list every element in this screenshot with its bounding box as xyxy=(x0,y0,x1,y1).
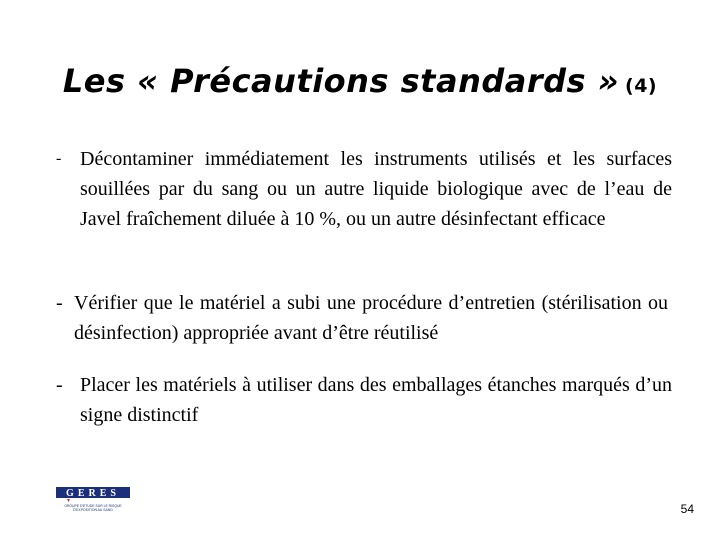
bullet-item-2 xyxy=(56,288,676,348)
bullet-item-1 xyxy=(56,144,676,234)
slide-title-text: Les « Précautions standards » xyxy=(62,62,620,100)
bullet-text: Placer les matériels à utiliser dans des emballages étanches marqués d’un signe distinctif xyxy=(80,374,672,426)
logo-caption-line1: GROUPE D'ETUDE SUR LE RISQUE xyxy=(64,504,122,508)
slide-title-suffix: (4) xyxy=(625,75,658,97)
geres-logo xyxy=(54,485,132,513)
bullet-item-3 xyxy=(56,370,676,430)
page-number: 54 xyxy=(680,502,694,516)
logo-caption-line2: D'EXPOSITION AU SANG xyxy=(73,508,113,512)
bullet-text: Vérifier que le matériel a subi une procédure d’entretien (stérilisation ou désinfection) appropriée avant d’être réutilisé xyxy=(74,292,668,344)
bullet-marker: - xyxy=(56,150,62,167)
logo-mark-icon xyxy=(67,499,70,502)
bullet-marker: - xyxy=(56,374,63,396)
bullet-text: Décontaminer immédiatement les instruments utilisés et les surfaces souillées par du sang ou un autre liquide biologique avec de l’eau de Javel fraîchement diluée à 10 %, ou un autre désinfectant efficace xyxy=(80,148,672,230)
slide-title xyxy=(0,62,720,100)
logo-name: GERES xyxy=(66,488,120,499)
bullet-marker: - xyxy=(56,292,63,314)
